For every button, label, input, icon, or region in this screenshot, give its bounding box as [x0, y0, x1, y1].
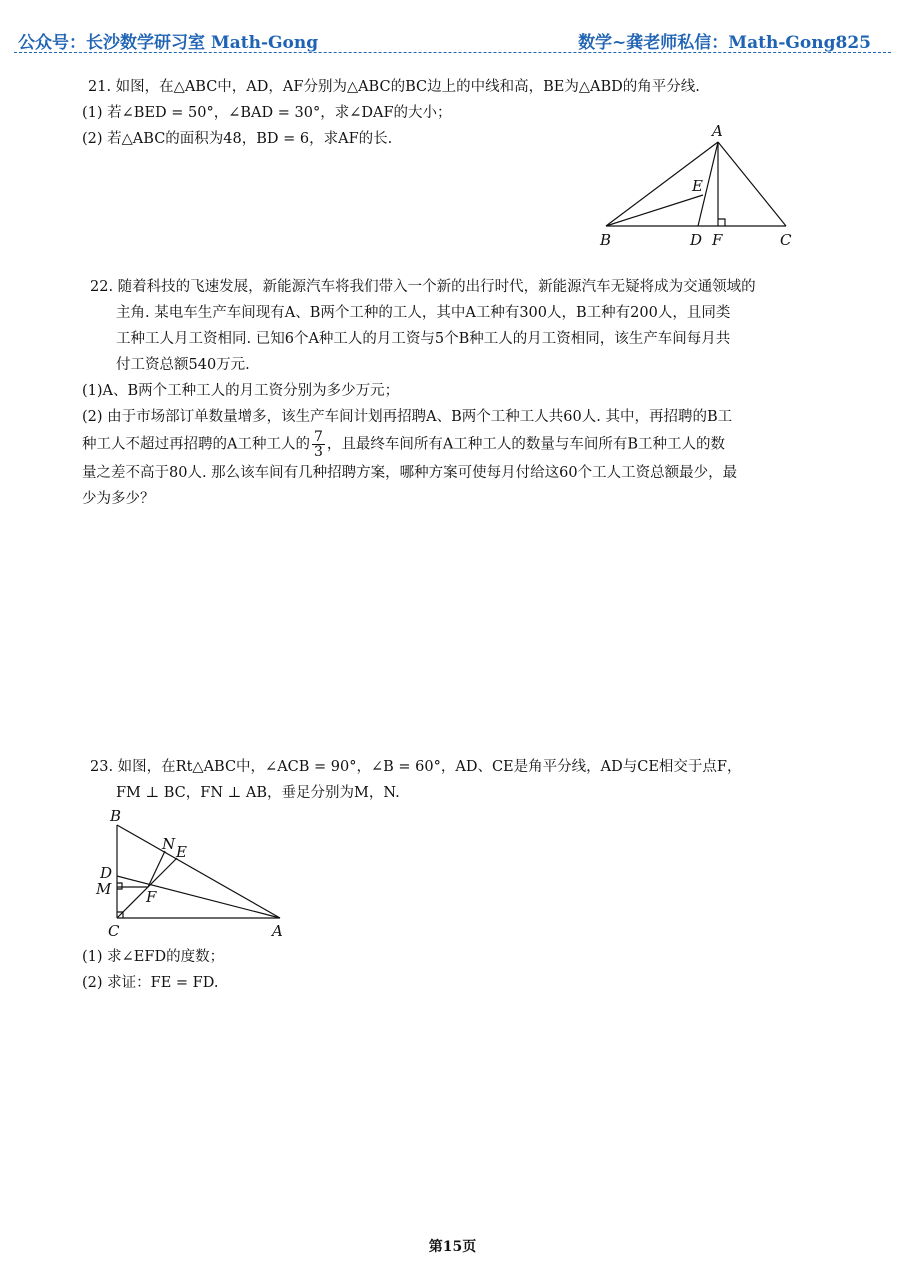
q22-fraction	[312, 430, 325, 459]
q22-line2: 主角. 某电车生产车间现有A、B两个工种的工人，其中A工种有300人，B工种有200人，且同类	[116, 305, 731, 321]
q21-triangle-figure	[590, 118, 810, 253]
q23-label-F: F	[146, 888, 157, 906]
q23-label-D: D	[100, 864, 113, 882]
header-right: 数学~龚老师私信：Math-Gong825	[578, 33, 871, 53]
q22-line4: 付工资总额540万元.	[116, 357, 250, 373]
q22-part2-line4: 少为多少？	[82, 491, 155, 507]
q21-label-C: C	[780, 231, 792, 249]
q23-label-M: M	[96, 880, 112, 898]
q22-part2-line2-before: 种工人不超过再招聘的A工种工人的	[82, 436, 310, 453]
q22-fraction-denominator: 3	[313, 444, 323, 460]
q21-part1: (1) 若∠BED = 50°，∠BAD = 30°，求∠DAF的大小；	[82, 105, 452, 121]
q22-line3: 工种工人月工资相同. 已知6个A种工人的月工资与5个B种工人的月工资相同，该生产车间每月共	[116, 331, 731, 347]
q22-part2-line3: 量之差不高于80人. 那么该车间有几种招聘方案，哪种方案可使每月付给这60个工人工资总额最少，最	[82, 465, 738, 481]
page-number: 第15页	[428, 1239, 477, 1255]
q23-triangle-figure	[90, 805, 300, 945]
q22-part2-line2	[82, 430, 725, 459]
q22-fraction-numerator: 7	[313, 429, 323, 445]
q23-label-N: N	[162, 835, 176, 853]
q21-label-D: D	[690, 231, 703, 249]
q23-label-A: A	[272, 922, 283, 940]
q21-label-E: E	[692, 177, 703, 195]
header-left: 公众号：长沙数学研习室 Math-Gong	[18, 33, 319, 53]
q21-stem: 21. 如图，在△ABC中，AD，AF分别为△ABC的BC边上的中线和高，BE为△ABD的角平分线.	[88, 79, 700, 95]
q23-line1: 23. 如图，在Rt△ABC中，∠ACB = 90°，∠B = 60°，AD、CE是角平分线，AD与CE相交于点F，	[90, 759, 742, 775]
q22-part2-line2-after: ，且最终车间所有A工种工人的数量与车间所有B工种工人的数	[326, 436, 726, 453]
q23-line2: FM ⊥ BC，FN ⊥ AB，垂足分别为M，N.	[116, 785, 400, 801]
q23-part1: (1) 求∠EFD的度数；	[82, 949, 225, 965]
q22-part2-line1: (2) 由于市场部订单数量增多，该生产车间计划再招聘A、B两个工种工人共60人. 其中，再招聘的B工	[82, 409, 733, 425]
q23-label-C: C	[108, 922, 120, 940]
q21-label-F: F	[712, 231, 723, 249]
q23-label-E: E	[176, 843, 187, 861]
q22-line1: 22. 随着科技的飞速发展，新能源汽车将我们带入一个新的出行时代，新能源汽车无疑将成为交通领域的	[90, 279, 756, 295]
q23-label-B: B	[110, 807, 122, 825]
header-divider	[14, 52, 891, 53]
q22-part1: (1)A、B两个工种工人的月工资分别为多少万元；	[82, 383, 400, 399]
q21-label-A: A	[712, 122, 723, 140]
q23-part2: (2) 求证：FE = FD.	[82, 975, 219, 991]
q21-label-B: B	[600, 231, 612, 249]
q21-part2: (2) 若△ABC的面积为48，BD = 6，求AF的长.	[82, 131, 393, 147]
